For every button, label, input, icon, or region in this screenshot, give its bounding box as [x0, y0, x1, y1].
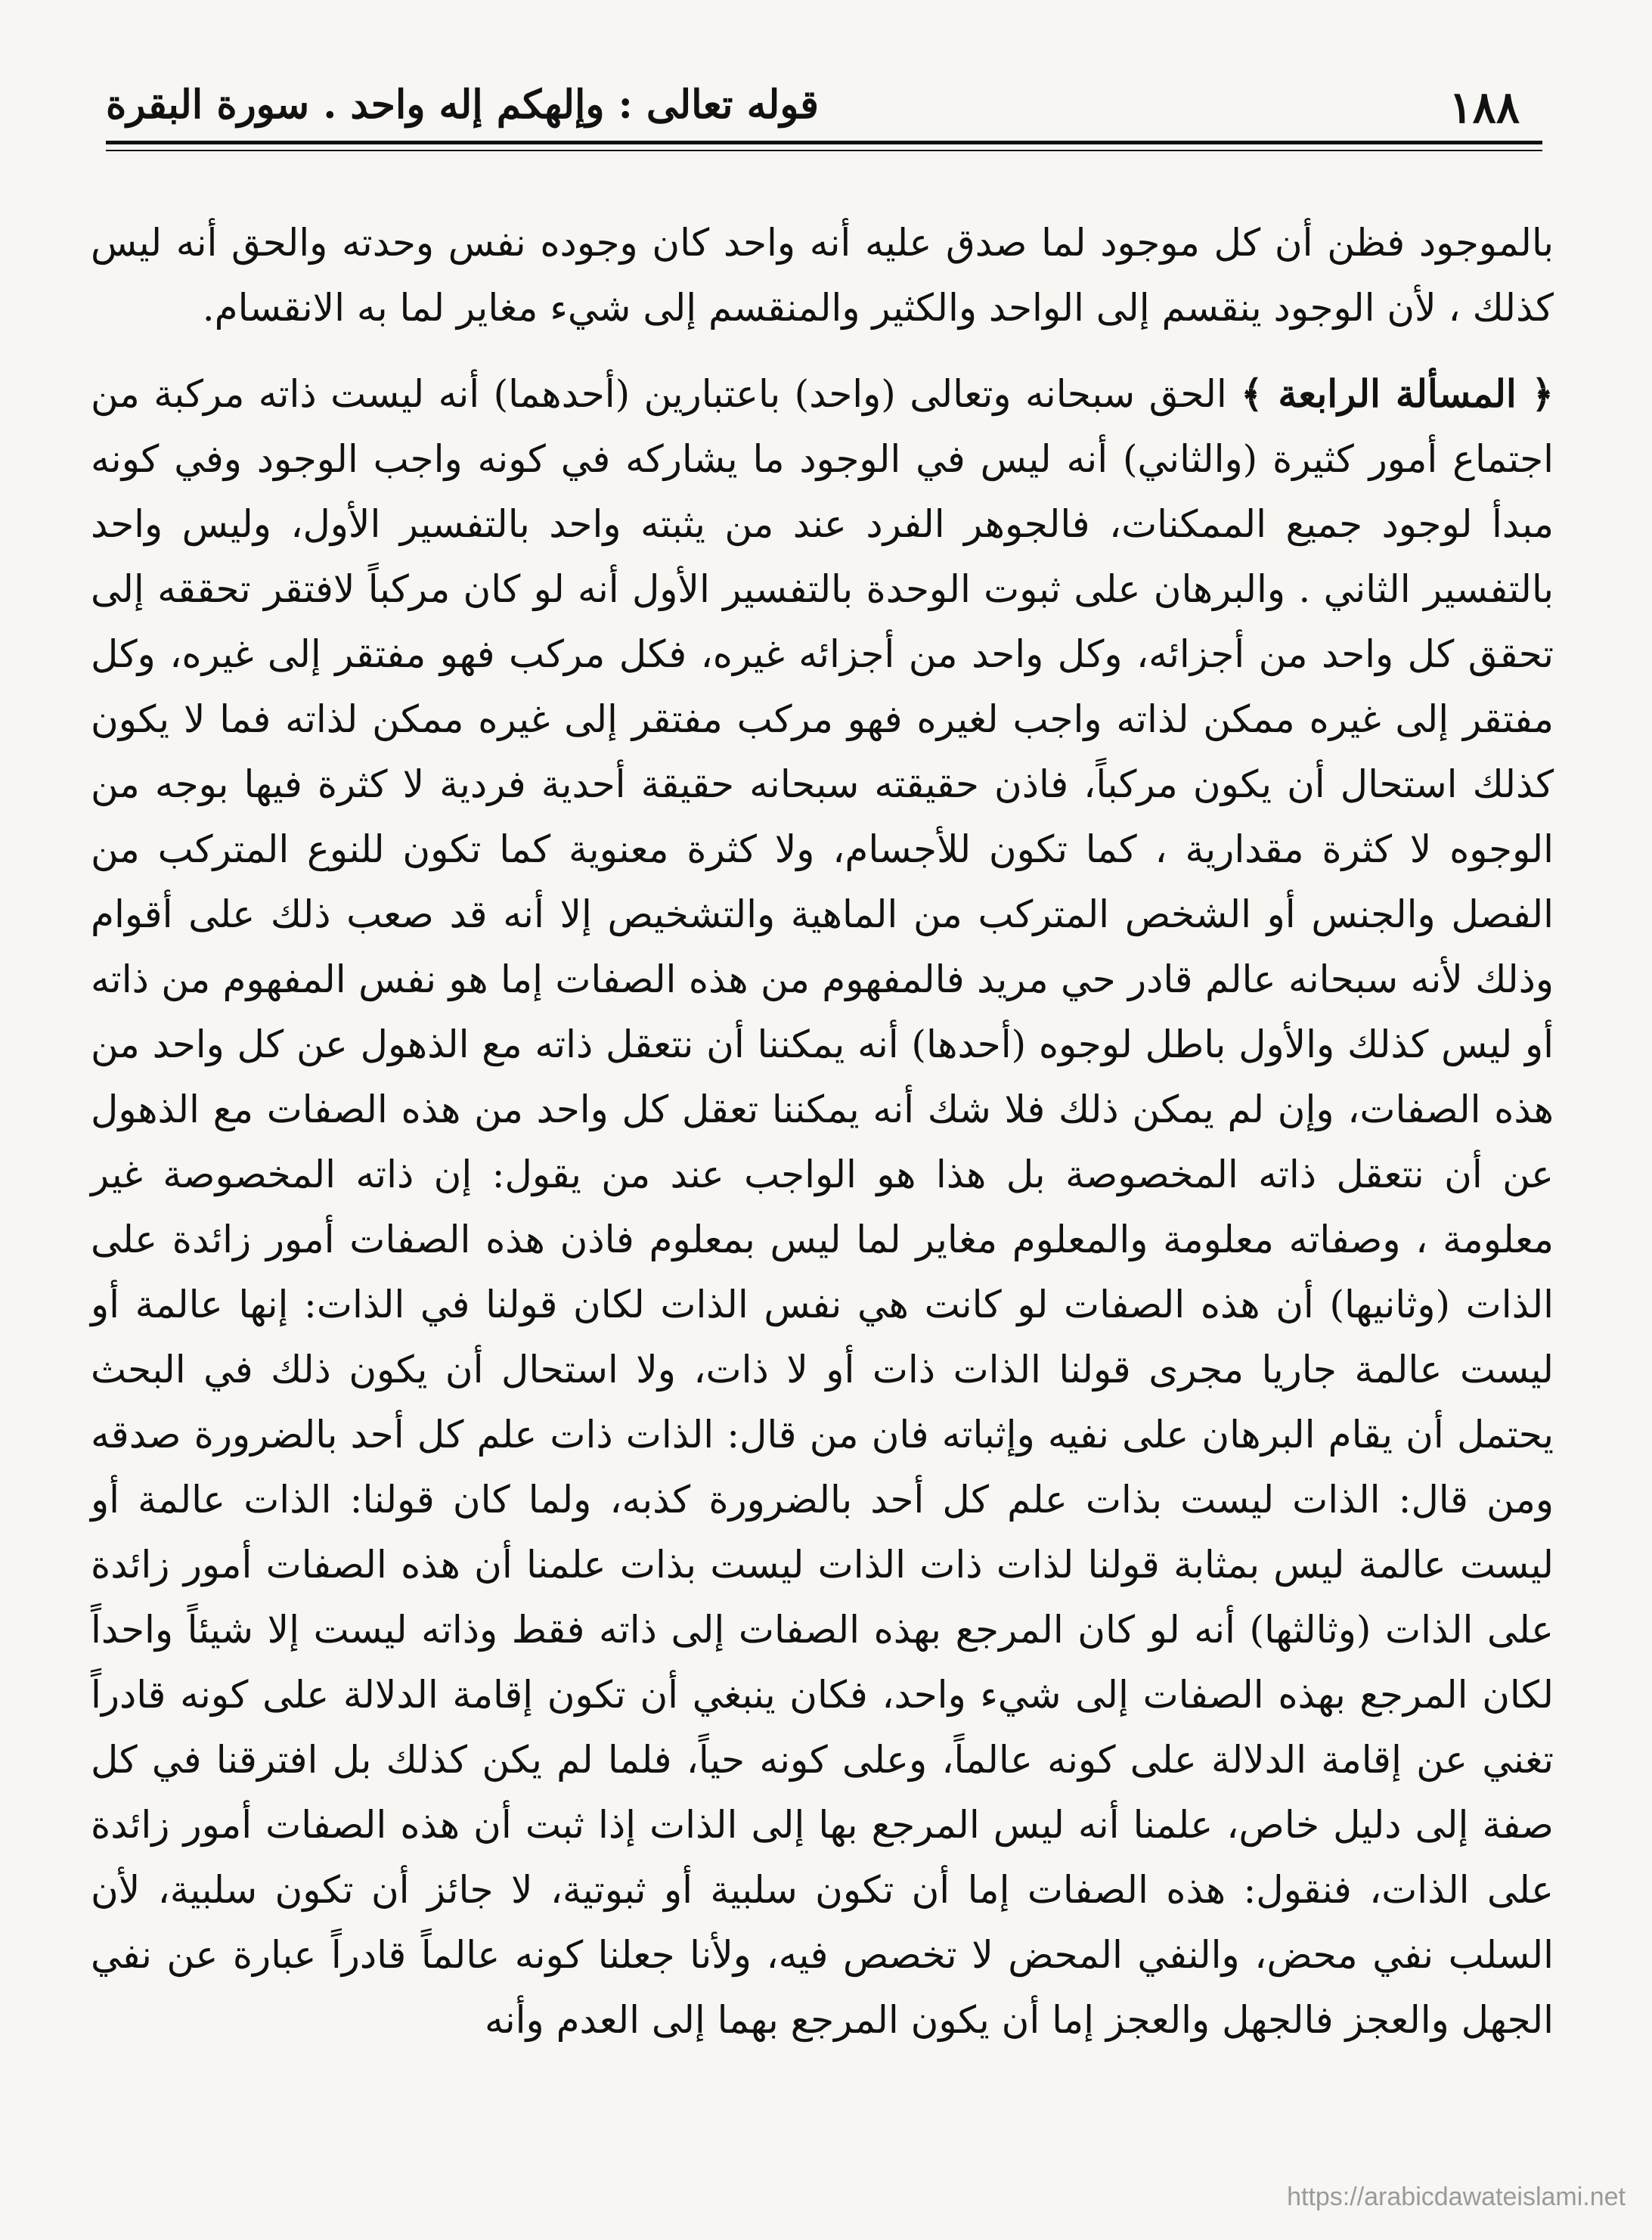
- watermark-url: https://arabicdawateislami.net: [1287, 2183, 1626, 2211]
- running-title: قوله تعالى : وإلهكم إله واحد . سورة البقرة: [106, 82, 820, 128]
- body-text: [91, 210, 1554, 2052]
- header-rule-thin: [106, 150, 1542, 151]
- header-rule-thick: [106, 141, 1542, 144]
- paragraph-1: بالموجود فظن أن كل موجود لما صدق عليه أنه واحد كان وجوده نفس وحدته والحق أنه ليس كذلك ، لأن الوجود ينقسم إلى الواحد والكثير والمنقسم إلى شيء مغاير لما به الانقسام.: [91, 221, 1554, 330]
- section-label: ﴿ المسألة الرابعة ﴾: [1241, 371, 1554, 416]
- paragraph-2: [91, 361, 1554, 2052]
- page-number: ١٨٨: [1449, 82, 1520, 133]
- paragraph-2-text: الحق سبحانه وتعالى (واحد) باعتبارين (أحدهما) أنه ليست ذاته مركبة من اجتماع أمور كثيرة (والثاني) أنه ليس في الوجود ما يشاركه في كونه واجب الوجود وفي كونه مبدأ لوجود جميع الممكنات، فالجوهر الفرد عند من يثبته واحد بالتفسير الأول، وليس واحد بالتفسير الثاني . والبرهان على ثبوت الوحدة بالتفسير الأول أنه لو كان مركباً لافتقر تحققه إلى تحقق كل واحد من أجزائه، وكل واحد من أجزائه غيره، فكل مركب فهو مفتقر إلى غيره، وكل مفتقر إلى غيره ممكن لذاته واجب لغيره فهو مركب مفتقر إلى غيره ممكن لذاته فما لا يكون كذلك استحال أن يكون مركباً، فاذن حقيقته سبحانه حقيقة أحدية فردية لا كثرة فيها بوجه من الوجوه لا كثرة مقدارية ، كما تكون للأجسام، ولا كثرة معنوية كما تكون للنوع المتركب من الفصل والجنس أو الشخص المتركب من الماهية والتشخيص إلا أنه قد صعب ذلك على أقوام وذلك لأنه سبحانه عالم قادر حي مريد فالمفهوم من هذه الصفات إما هو نفس المفهوم من ذاته أو ليس كذلك والأول باطل لوجوه (أحدها) أنه يمكننا أن نتعقل ذاته مع الذهول عن كل واحد من هذه الصفات، وإن لم يمكن ذلك فلا شك أنه يمكننا تعقل كل واحد من هذه الصفات مع الذهول عن أن نتعقل ذاته المخصوصة بل هذا هو الواجب عند من يقول: إن ذاته المخصوصة غير معلومة ، وصفاته معلومة والمعلوم مغاير لما ليس بمعلوم فاذن هذه الصفات أمور زائدة على الذات (وثانيها) أن هذه الصفات لو كانت هي نفس الذات لكان قولنا في الذات: إنها عالمة أو ليست عالمة جاريا مجرى قولنا الذات ذات أو لا ذات، ولا استحال أن يكون ذلك في البحث يحتمل أن يقام البرهان على نفيه وإثباته فان من قال: الذات ذات علم كل أحد بالضرورة صدقه ومن قال: الذات ليست بذات علم كل أحد بالضرورة كذبه، ولما كان قولنا: الذات عالمة أو ليست عالمة ليس بمثابة قولنا لذات ذات الذات ليست بذات علمنا أن هذه الصفات أمور زائدة على الذات (وثالثها) أنه لو كان المرجع بهذه الصفات إلى ذاته فقط وذاته ليست إلا شيئاً واحداً لكان المرجع بهذه الصفات إلى شيء واحد، فكان ينبغي أن تكون إقامة الدلالة على كونه قادراً تغني عن إقامة الدلالة على كونه عالماً، وعلى كونه حياً، فلما لم يكن كذلك بل افترقنا في كل صفة إلى دليل خاص، علمنا أنه ليس المرجع بها إلى الذات إذا ثبت أن هذه الصفات أمور زائدة على الذات، فنقول: هذه الصفات إما أن تكون سلبية أو ثبوتية، لا جائز أن تكون سلبية، لأن السلب نفي محض، والنفي المحض لا تخصص فيه، ولأنا جعلنا كونه عالماً قادراً عبارة عن نفي الجهل والعجز فالجهل والعجز إما أن يكون المرجع بهما إلى العدم وأنه: [91, 372, 1554, 2042]
- page-header: [106, 82, 1542, 136]
